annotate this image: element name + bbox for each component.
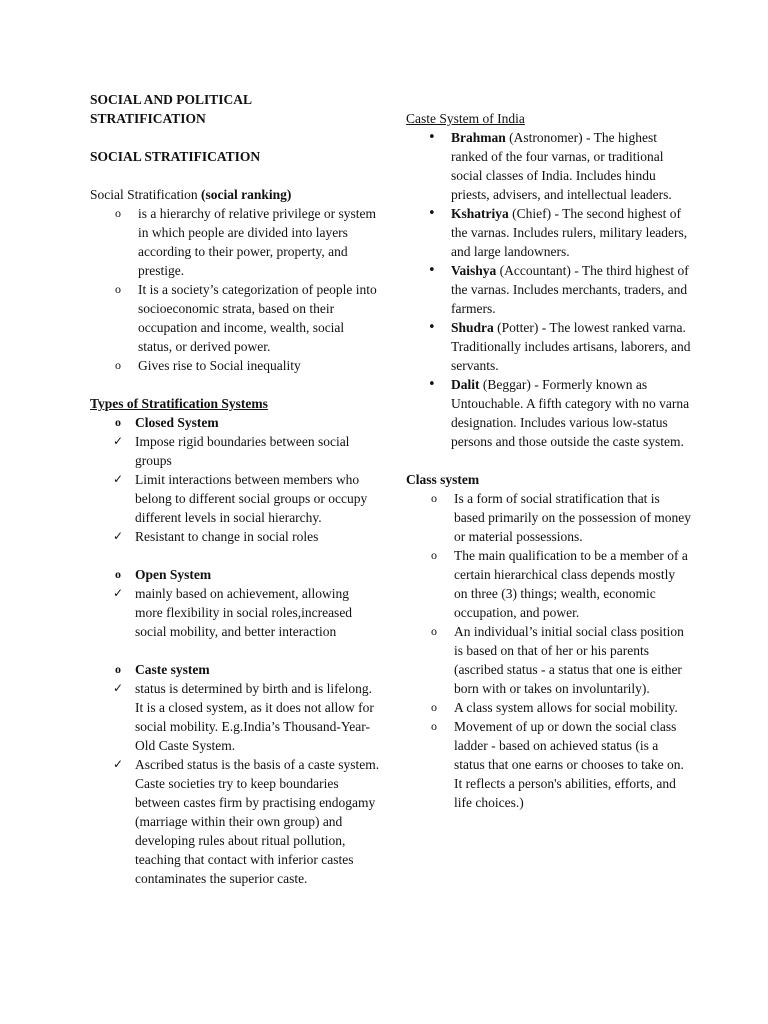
list-item: o An individual’s initial social class position is based on that of her or his parents (ascribed status - a status that one is either born with or takes on involuntarily).: [406, 622, 691, 698]
intro-line: [90, 185, 380, 204]
document-title-line1: SOCIAL AND POLITICAL: [90, 92, 253, 107]
varna-desc: (Beggar) - Formerly known as Untouchable. A fifth category with no varna designation. Includes various low-status persons and those outside the caste system.: [451, 377, 690, 449]
varna-desc: (Astronomer) - The highest ranked of the four varnas, or traditional social classes of India. Includes hindu priests, advisers, and intellectual leaders.: [451, 130, 672, 202]
open-system-points: [90, 584, 380, 641]
varna-item: [406, 128, 691, 204]
varna-name: Vaishya: [451, 263, 497, 278]
list-item: o Is a form of social stratification that is based primarily on the possession of money or material possessions.: [406, 489, 691, 546]
check-item: ✓ Resistant to change in social roles: [90, 527, 380, 546]
types-heading: Types of Stratification Systems: [90, 396, 268, 411]
check-item: ✓ Impose rigid boundaries between social groups: [90, 432, 380, 470]
varna-name: Kshatriya: [451, 206, 509, 221]
varna-item: [406, 375, 691, 451]
varna-item: [406, 204, 691, 261]
varna-desc: (Potter) - The lowest ranked varna. Traditionally includes artisans, laborers, and servants.: [451, 320, 691, 373]
list-item: o Movement of up or down the social class ladder - based on achieved status (is a status that one earns or chooses to take on. It reflects a person's abilities, efforts, and life choices.): [406, 717, 691, 812]
list-item: o It is a society’s categorization of people into socioeconomic strata, based on their occupation and income, wealth, social status, or derived power.: [90, 280, 380, 356]
intro-points: [90, 204, 380, 375]
caste-system-label-list: [90, 660, 380, 679]
closed-system-label-list: [90, 413, 380, 432]
list-item: o A class system allows for social mobility.: [406, 698, 691, 717]
caste-india-heading: Caste System of India: [406, 111, 525, 126]
list-item: o The main qualification to be a member of a certain hierarchical class depends mostly on three (3) things; wealth, economic occupation, and power.: [406, 546, 691, 622]
varna-desc: (Accountant) - The third highest of the varnas. Includes merchants, traders, and farmers.: [451, 263, 689, 316]
varna-name: Brahman: [451, 130, 506, 145]
varna-item: [406, 261, 691, 318]
document-title-line2: STRATIFICATION: [90, 111, 206, 126]
check-item: ✓ mainly based on achievement, allowing more flexibility in social roles,increased social mobility, and better interaction: [90, 584, 380, 641]
closed-system-label: o Closed System: [90, 413, 380, 432]
varna-name: Shudra: [451, 320, 494, 335]
section-title: SOCIAL STRATIFICATION: [90, 149, 261, 164]
open-system-label-list: [90, 565, 380, 584]
caste-system-label: o Caste system: [90, 660, 380, 679]
list-item: o is a hierarchy of relative privilege or system in which people are divided into layers according to their power, property, and prestige.: [90, 204, 380, 280]
caste-system-points: [90, 679, 380, 888]
varna-name: Dalit: [451, 377, 480, 392]
intro-plain: Social Stratification: [90, 187, 201, 202]
check-item: ✓ Ascribed status is the basis of a caste system. Caste societies try to keep boundaries between castes firm by practising endogamy (marriage within their own group) and developing rules about ritual pollution, teaching that contact with inferior castes contaminates the superior caste.: [90, 755, 380, 888]
open-system-label: o Open System: [90, 565, 380, 584]
list-item: o Gives rise to Social inequality: [90, 356, 380, 375]
class-system-points: [406, 489, 691, 812]
class-system-heading: Class system: [406, 472, 480, 487]
right-column: [406, 109, 691, 812]
check-item: ✓ Limit interactions between members who belong to different social groups or occupy different levels in social hierarchy.: [90, 470, 380, 527]
varna-list: [406, 128, 691, 451]
varna-item: [406, 318, 691, 375]
varna-desc: (Chief) - The second highest of the varnas. Includes rulers, military leaders, and large landowners.: [451, 206, 688, 259]
closed-system-points: [90, 432, 380, 546]
left-column: [90, 90, 380, 888]
check-item: ✓ status is determined by birth and is lifelong. It is a closed system, as it does not allow for social mobility. E.g.India’s Thousand-Year-Old Caste System.: [90, 679, 380, 755]
intro-bold: (social ranking): [200, 187, 292, 202]
